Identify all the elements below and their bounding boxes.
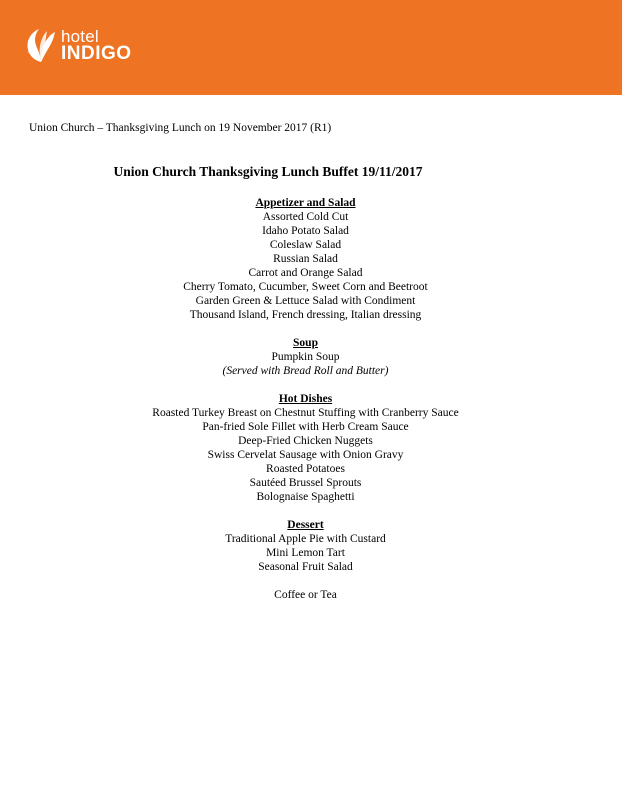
section-soup [0, 336, 611, 378]
section-heading: Hot Dishes [278, 393, 333, 405]
subject-line: Union Church – Thanksgiving Lunch on 19 November 2017 (R1) [29, 122, 332, 134]
menu-item: Thousand Island, French dressing, Italian dressing [189, 309, 422, 321]
menu-item: Coleslaw Salad [269, 239, 342, 251]
logo-text [61, 28, 132, 63]
menu-title: Union Church Thanksgiving Lunch Buffet 19/11/2017 [113, 164, 423, 179]
menu-item: Garden Green & Lettuce Salad with Condiment [195, 295, 416, 307]
header-bar [0, 0, 622, 95]
menu-item: Seasonal Fruit Salad [258, 561, 353, 573]
menu-closing: Coffee or Tea [274, 589, 337, 601]
menu-item: Carrot and Orange Salad [248, 267, 363, 279]
menu-item: Mini Lemon Tart [266, 547, 345, 559]
section-heading: Dessert [287, 519, 324, 531]
menu-item: Pumpkin Soup [271, 351, 340, 363]
menu-item: Swiss Cervelat Sausage with Onion Gravy [207, 449, 404, 461]
logo-brand-text: INDIGO [61, 42, 132, 64]
menu-note: (Served with Bread Roll and Butter) [222, 365, 389, 377]
section-heading: Appetizer and Salad [255, 197, 356, 209]
menu-item: Roasted Turkey Breast on Chestnut Stuffing with Cranberry Sauce [152, 407, 459, 419]
menu-item: Roasted Potatoes [266, 463, 345, 475]
menu-item: Deep-Fried Chicken Nuggets [238, 435, 373, 447]
logo-hotel-text: hotel [61, 26, 99, 46]
section-heading: Soup [293, 337, 318, 349]
menu-body [0, 196, 611, 602]
menu-item: Traditional Apple Pie with Custard [225, 533, 386, 545]
menu-item: Idaho Potato Salad [262, 225, 349, 237]
hotel-indigo-logo [24, 26, 132, 64]
menu-item: Bolognaise Spaghetti [256, 491, 355, 503]
menu-item: Cherry Tomato, Cucumber, Sweet Corn and Beetroot [183, 281, 428, 293]
section-dessert [0, 518, 611, 574]
section-appetizer [0, 196, 611, 322]
section-hot-dishes [0, 392, 611, 504]
menu-item: Pan-fried Sole Fillet with Herb Cream Sauce [202, 421, 409, 433]
leaf-swirl-icon [24, 26, 58, 64]
menu-item: Sautéed Brussel Sprouts [249, 477, 362, 489]
menu-item: Assorted Cold Cut [262, 211, 349, 223]
menu-item: Russian Salad [273, 253, 338, 265]
